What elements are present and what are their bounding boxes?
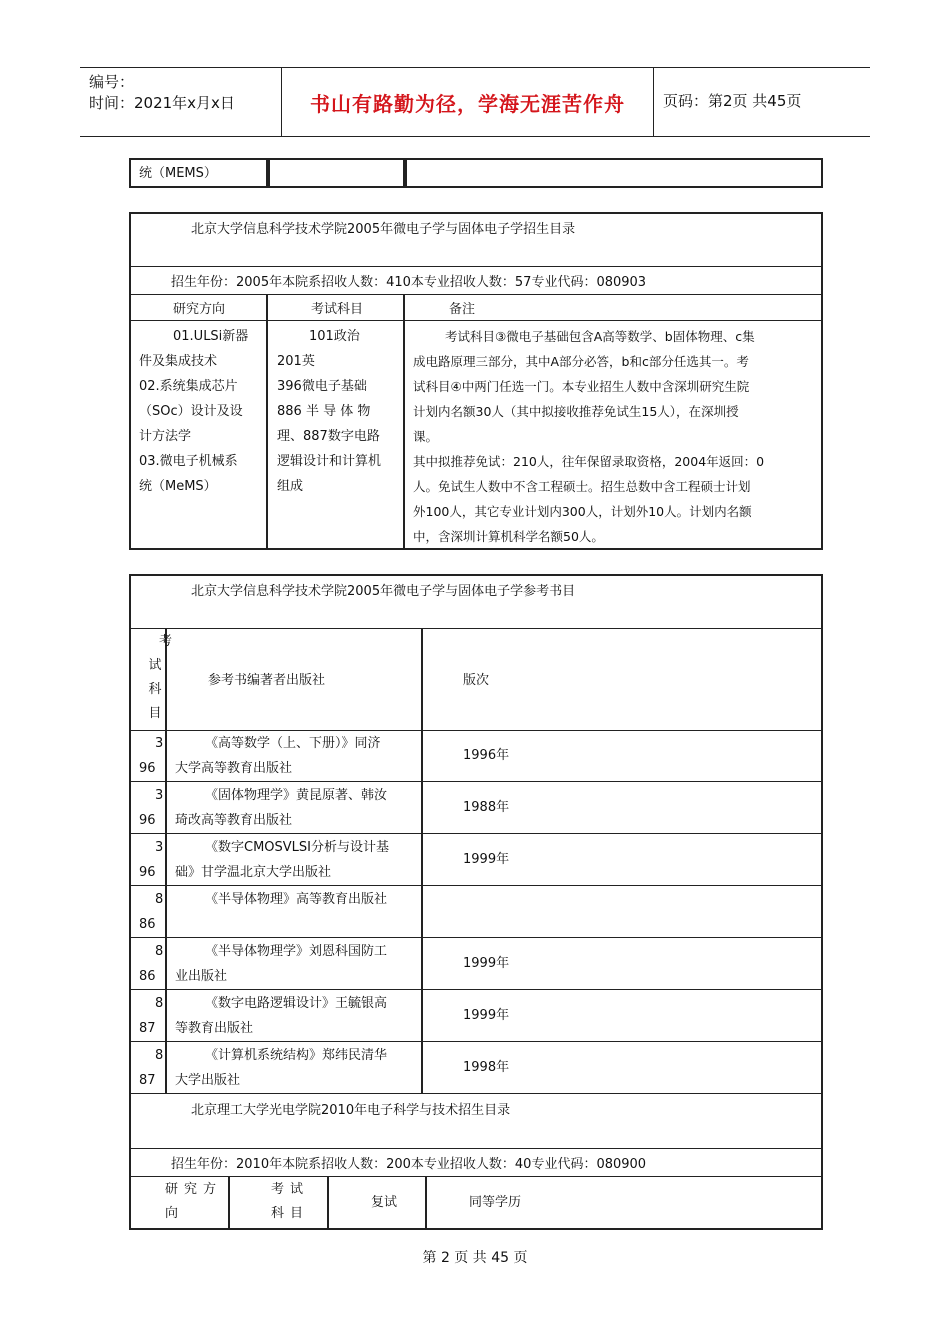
direction-cell: 01.ULSi新器 件及集成技术 02.系统集成芯片 （SOc）设计及设 计方法学 03.微电子机械系 统（MeMS） <box>139 329 249 494</box>
page-header <box>80 67 870 137</box>
exam-code-line1: 3 <box>155 840 164 855</box>
row-divider <box>131 1093 821 1094</box>
exam-code-line2: 86 <box>139 969 156 984</box>
column-divider <box>425 1176 427 1228</box>
page-footer: 第 2 页 共 45 页 <box>422 1250 528 1266</box>
book-line2: 琦改高等教育出版社 <box>175 813 293 828</box>
column-divider <box>405 160 407 186</box>
table-row <box>131 1042 821 1094</box>
header-text: 研究方向 <box>165 1182 223 1221</box>
col-header-subjects-bit <box>237 1178 323 1226</box>
column-divider <box>266 294 268 548</box>
admission-table-pku <box>129 212 823 550</box>
time-label: 时间：2021年x月x日 <box>89 94 235 112</box>
row-divider <box>131 266 821 267</box>
col-header-equivalent: 同等学历 <box>469 1195 522 1210</box>
row-divider <box>131 320 821 321</box>
table-row <box>131 730 821 782</box>
exam-code-line1: 8 <box>155 892 164 907</box>
col-header-direction: 研究方向 <box>173 302 226 317</box>
edition: 1988年 <box>463 800 510 815</box>
exam-code-line2: 96 <box>139 813 156 828</box>
book-line2: 等教育出版社 <box>175 1021 254 1036</box>
notes-cell: 考试科目③微电子基础包含A高等数学、b固体物理、c集 成电路原理三部分，其中A部分必答，b和c部分任选其一。考 试科目④中两门任选一门。本专业招生人数中含深圳研究生院 计划内名额30人（其中拟接收推荐免试生15人），在深圳授 课。 其中拟推荐免试：210人，往年保留录取资格，2004年返回：0 人。免试生人数中不含工程硕士。招生总数中含工程硕士计划 外100人，其它专业计划内300人，计划外10人。计划内名额 中，含深圳计算机科学名额50人。 <box>413 329 765 544</box>
column-divider <box>268 160 270 186</box>
cell-text: 统（MEMS） <box>139 166 217 181</box>
table-row <box>131 886 821 938</box>
book-line2: 业出版社 <box>175 969 228 984</box>
edition: 1996年 <box>463 748 510 763</box>
header-meta <box>89 72 279 114</box>
exam-code-line2: 87 <box>139 1073 156 1088</box>
edition: 1999年 <box>463 1008 510 1023</box>
edition: 1999年 <box>463 956 510 971</box>
exam-code-line1: 8 <box>155 1048 164 1063</box>
continuation-table <box>129 158 823 188</box>
book-line2: 础》甘学温北京大学出版社 <box>175 865 332 880</box>
row-divider <box>131 1148 821 1149</box>
exam-code-line1: 3 <box>155 788 164 803</box>
book-line2: 大学高等教育出版社 <box>175 761 293 776</box>
exam-code-line2: 86 <box>139 917 156 932</box>
col-header-direction-bit <box>139 1178 225 1226</box>
book-line1: 《数字电路逻辑设计》王毓银高 <box>205 996 388 1011</box>
book-line1: 《固体物理学》黄昆原著、韩汝 <box>205 788 388 803</box>
book-line2: 大学出版社 <box>175 1073 241 1088</box>
book-line1: 《数字CMOSVLSI分析与设计基 <box>205 840 389 855</box>
col-header-subjects: 考试科目 <box>311 302 364 317</box>
col-header-book: 参考书编著者出版社 <box>208 673 326 688</box>
code-label: 编号： <box>89 73 135 91</box>
book-line1: 《高等数学（上、下册）》同济 <box>205 736 381 751</box>
subjects-cell: 101政治 201英 396微电子基础 886 半 导 体 物 理、887数字电路 逻辑设计和计算机 组成 <box>277 329 382 494</box>
admission-info: 招生年份：2005年本院系招收人数：410本专业招收人数：57专业代码：080903 <box>171 275 647 290</box>
exam-code-line1: 8 <box>155 996 164 1011</box>
book-line1: 《半导体物理》高等教育出版社 <box>205 892 388 907</box>
col-header-retest: 复试 <box>371 1195 398 1210</box>
exam-code-line1: 3 <box>155 736 164 751</box>
col-header-edition: 版次 <box>463 673 490 688</box>
table-title: 北京大学信息科学技术学院2005年微电子学与固体电子学招生目录 <box>191 222 576 237</box>
table-title-bit: 北京理工大学光电学院2010年电子科学与技术招生目录 <box>191 1103 511 1118</box>
row-divider <box>131 628 821 629</box>
row-divider <box>131 294 821 295</box>
row-divider <box>131 1176 821 1177</box>
table-row <box>131 990 821 1042</box>
exam-code-line2: 87 <box>139 1021 156 1036</box>
table-title: 北京大学信息科学技术学院2005年微电子学与固体电子学参考书目 <box>191 584 576 599</box>
header-motto: 书山有路勤为径，学海无涯苦作舟 <box>310 91 625 116</box>
book-line1: 《计算机系统结构》郑纬民清华 <box>205 1048 388 1063</box>
exam-code-line2: 96 <box>139 865 156 880</box>
edition: 1998年 <box>463 1060 510 1075</box>
column-divider <box>327 1176 329 1228</box>
column-divider <box>228 1176 230 1228</box>
page-info: 页码：第2页 共45页 <box>663 92 802 110</box>
edition: 1999年 <box>463 852 510 867</box>
header-text: 考试科目 <box>271 1182 310 1221</box>
table-row <box>131 834 821 886</box>
admission-info-bit: 招生年份：2010年本院系招收人数：200本专业招收人数：40专业代码：080900 <box>171 1157 647 1172</box>
table-row <box>131 782 821 834</box>
table-row <box>131 938 821 990</box>
book-line1: 《半导体物理学》刘恩科国防工 <box>205 944 388 959</box>
header-divider <box>653 68 654 136</box>
exam-code-line1: 8 <box>155 944 164 959</box>
col-header-notes: 备注 <box>449 302 476 317</box>
reference-books-table: 北京大学信息科学技术学院2005年微电子学与固体电子学参考书目 考 试 科 目 参考书编著者出版社 版次 3 96 《高等数学（上、下册）》同济 大学高等教育出版社 1996年 3 96 《固体物理学》黄昆原著、韩汝 琦改高等教育出版社 1988年 3 96 《数字CMOSVLSI分析与设计基 础》甘学温北京大学出版社 1999年 8 86 《半导体物理》高等教育出版社 8 86 《半导体物理学》刘恩科国防工 业出版社 1999年 8 87 《数字电路逻辑设计》王毓银高 等教育出版社 1999年 8 87 《计算机系统结构》郑纬民清华 大学出版社 1998年 北京理工大学光电学院2010年电子科学与技术招生目录 招生年份：2010年本院系招收人数：200本专业招收人数：40专业代码：080900 研究方向 考试科目 复试 同等学历 <box>129 574 823 1230</box>
exam-code-line2: 96 <box>139 761 156 776</box>
column-divider <box>403 294 405 548</box>
